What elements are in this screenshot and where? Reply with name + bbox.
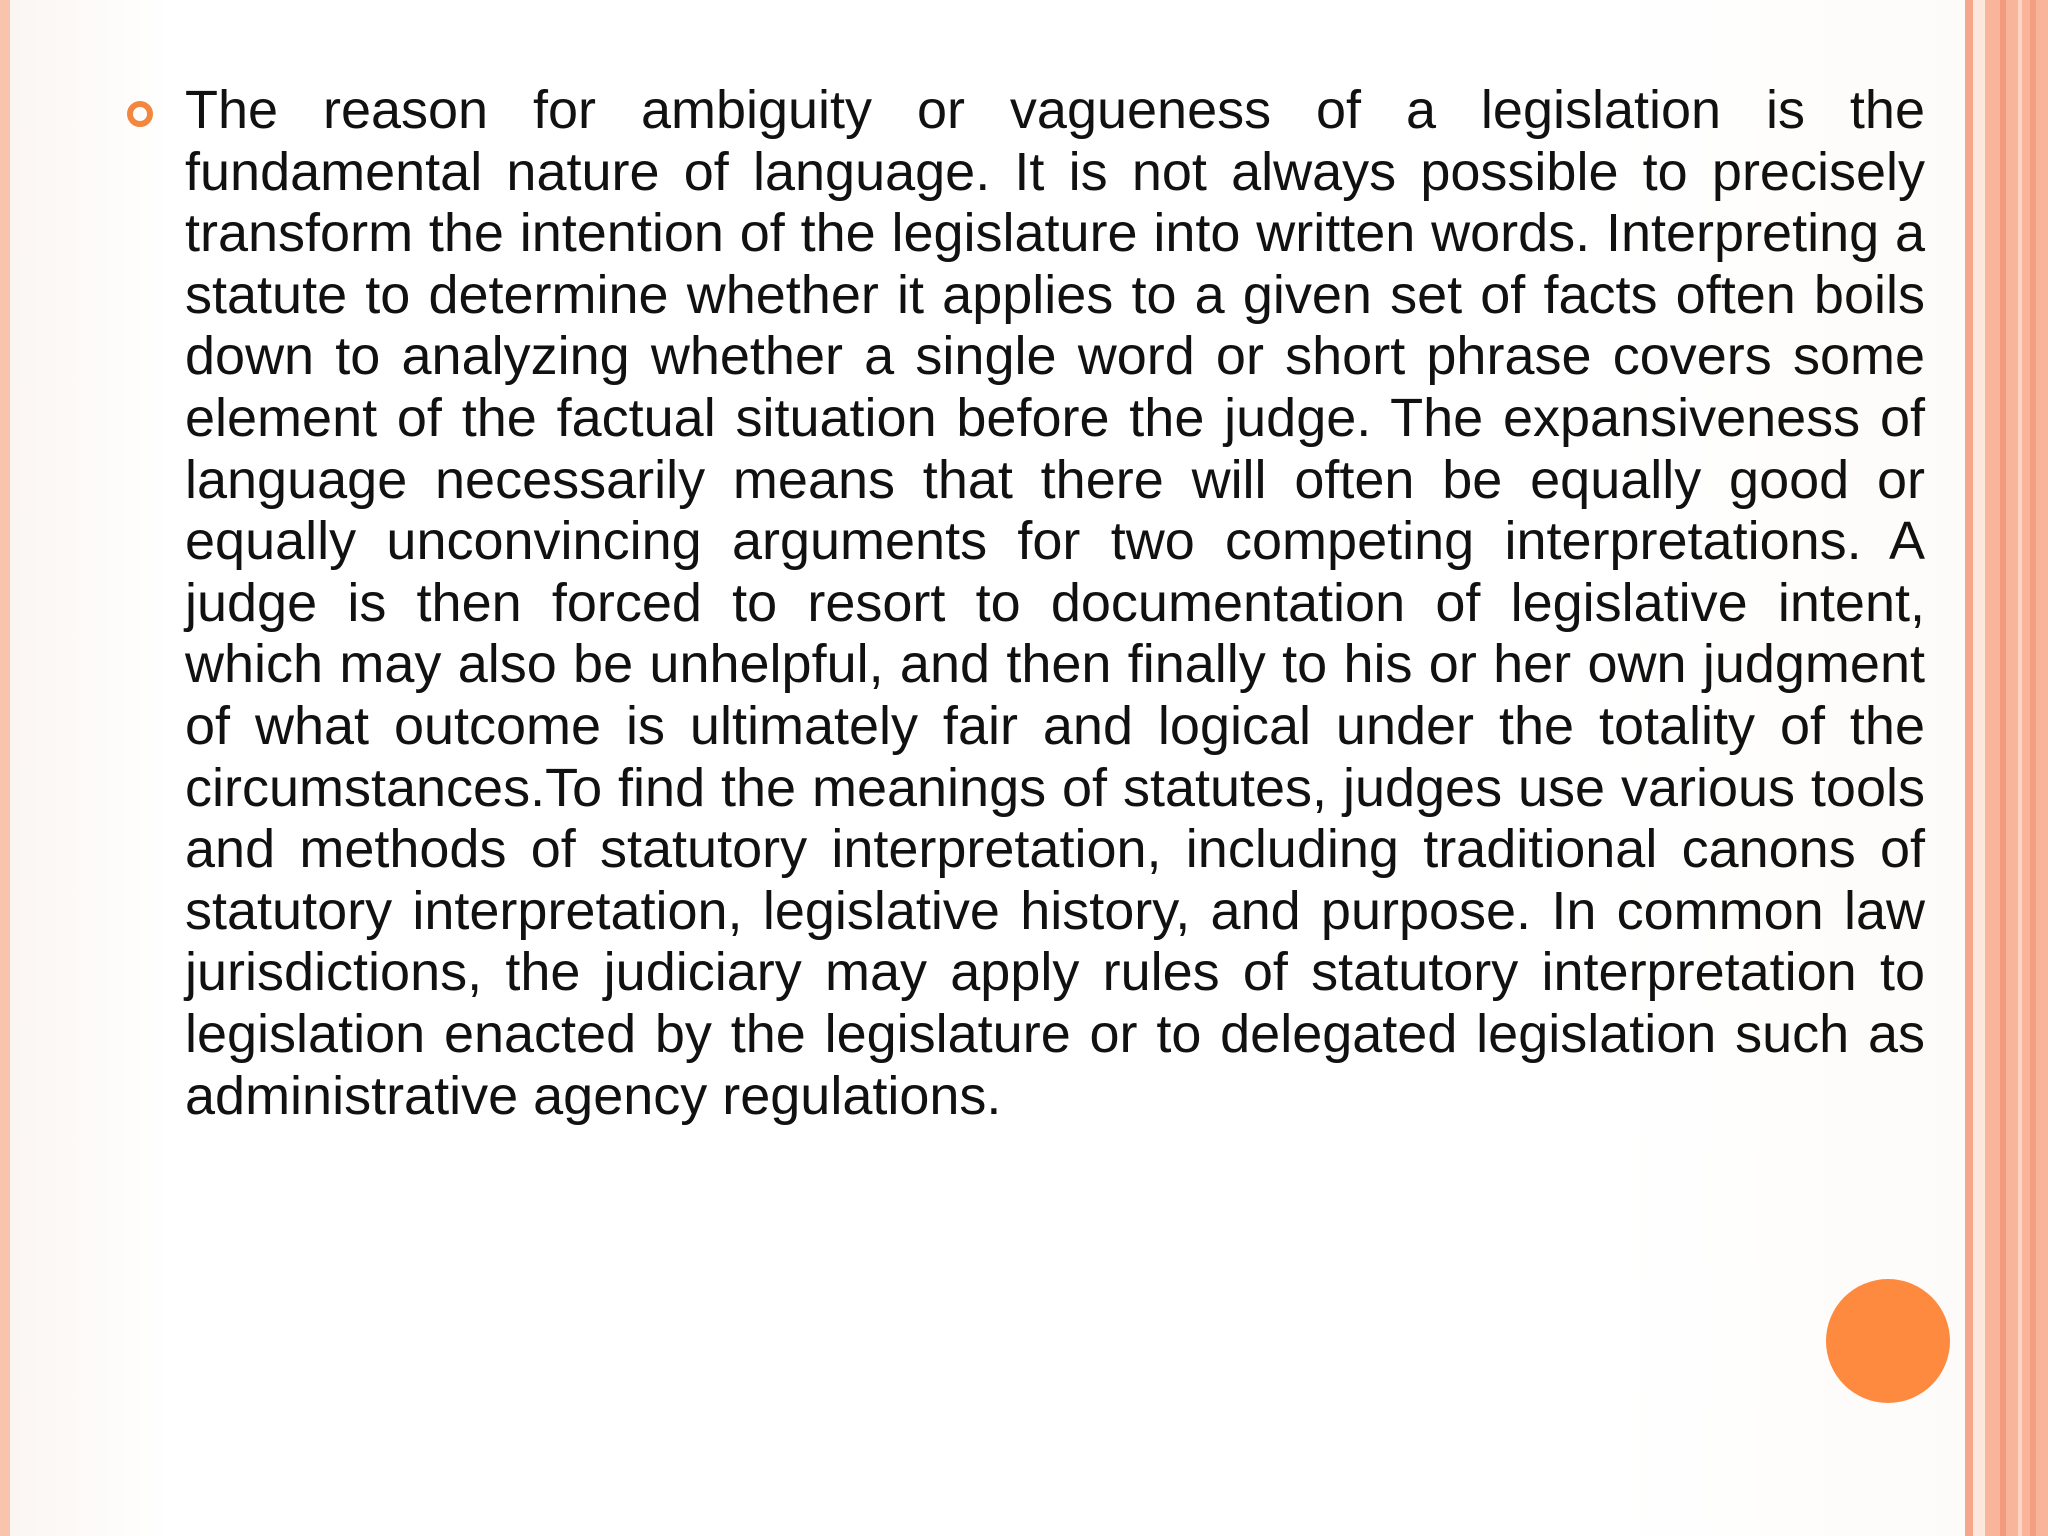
right-border-stripe — [2018, 0, 2022, 1536]
right-border-stripe — [1985, 0, 2048, 1536]
bullet-ring-icon — [126, 100, 154, 128]
right-border-stripe — [1973, 0, 1985, 1536]
right-border-stripe — [2030, 0, 2036, 1536]
right-border-stripe — [2000, 0, 2006, 1536]
slide-left-margin — [0, 0, 10, 1536]
slide-body-text: The reason for ambiguity or vagueness of a legislation is the fundamental nature of language. It is not always possible to precisely transform the intention of the legislature into written words. Interpreting a statute to determine whether it applies to a given set of facts often boils down to analyzing whether a single word or short phrase covers some element of the factual situation before the judge. The expansiveness of language necessarily means that there will often be equally good or equally unconvincing arguments for two competing interpretations. A judge is then forced to resort to documentation of legislative intent, which may also be unhelpful, and then finally to his or her own judgment of what outcome is ultimately fair and logical under the totality of the circumstances.To find the meanings of statutes, judges use various tools and methods of statutory interpretation, including traditional canons of statutory interpretation, legislative history, and purpose. In common law jurisdictions, the judiciary may apply rules of statutory interpretation to legislation enacted by the legislature or to delegated legislation such as administrative agency regulations. — [185, 80, 1925, 1126]
right-border-stripe — [1965, 0, 1973, 1536]
decorative-orange-circle — [1826, 1279, 1950, 1403]
